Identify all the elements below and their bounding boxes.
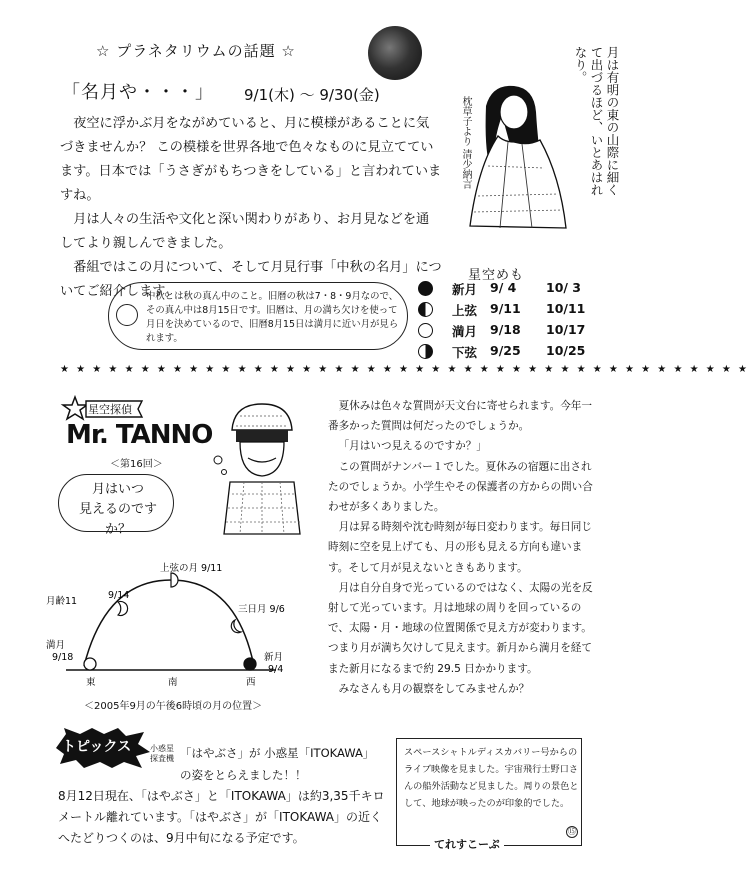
full-moon-label: 満月	[46, 640, 66, 651]
phase-row	[418, 301, 598, 321]
direction-west: 西	[246, 677, 256, 688]
episode-number: ＜第16回＞	[110, 459, 163, 470]
intro-paragraph: 夜空に浮かぶ月をながめていると、月に模様があることに気づきませんか？ この模様を世界各地で色々なものに見立てています。日本では「うさぎがもちつきをしている」と言われていますね。	[60, 116, 442, 203]
topics-headline: 「はやぶさ」が 小惑星「ITOKAWA」の姿をとらえました！！	[180, 746, 375, 782]
question-text	[70, 480, 166, 540]
phase-row	[418, 322, 598, 342]
section-subtitle: 「名月や・・・」	[62, 82, 214, 103]
quote-credit: 枕草子より 清少納言	[460, 96, 471, 190]
phase-date-sept: 9/ 4	[490, 280, 517, 295]
phase-row	[418, 280, 598, 300]
phase-label: 下弦	[452, 345, 478, 360]
makura-no-soshi-quote: 月は有明の東の山際に細くて出づるほど、いとあはれなり。	[573, 46, 620, 196]
age11-date: 9/14	[108, 590, 130, 601]
first-quarter-icon	[418, 302, 433, 317]
intro-paragraph: 番組ではこの月について、そして月見行事「中秋の名月」についてご紹介します。	[60, 260, 442, 299]
phase-date-oct: 10/25	[546, 343, 586, 358]
moon-photo-icon	[368, 26, 422, 80]
page-number: ⑮	[568, 827, 576, 836]
moon-position-diagram	[46, 560, 316, 690]
intro-text	[60, 112, 442, 304]
full-moon-marker	[84, 658, 96, 670]
phase-label: 上弦	[452, 303, 478, 318]
phase-label: 新月	[452, 282, 478, 297]
question-line: 月はいつ	[91, 482, 144, 497]
new-moon-label: 新月	[264, 652, 284, 663]
column-signature: てれすこーぷ	[430, 836, 504, 852]
crescent-label: 三日月 9/6	[238, 604, 285, 615]
phase-date-oct: 10/ 3	[546, 280, 582, 295]
new-moon-marker	[244, 658, 256, 670]
topics-body: 8月12日現在、「はやぶさ」と「ITOKAWA」は約3,35千キロメートル離れています。「はやぶさ」が「ITOKAWA」の近くへたどりつくのは、9月中旬になる予定です。	[58, 789, 385, 845]
intro-paragraph: 月は人々の生活や文化と深い関わりがあり、お月見などを通してより親しんできました。	[60, 212, 430, 251]
article-paragraph: 月は昇る時刻や沈む時刻が毎日変わります。毎日同じ時刻に空を見上げても、月の形も見える方向も違います。そして月が見えないときもあります。	[328, 521, 592, 574]
direction-east: 東	[86, 677, 96, 688]
phase-date-sept: 9/18	[490, 322, 521, 337]
phase-label: 満月	[452, 324, 478, 339]
first-quarter-marker	[171, 573, 178, 587]
full-moon-icon	[116, 304, 138, 326]
last-quarter-icon	[418, 344, 433, 359]
detective-illustration	[210, 396, 310, 536]
first-quarter-label: 上弦の月 9/11	[160, 563, 223, 574]
full-moon-icon	[418, 323, 433, 338]
diagram-caption: ＜2005年9月の午後6時頃の月の位置＞	[84, 701, 263, 712]
phase-row	[418, 343, 598, 363]
article-paragraph: この質問がナンバー１でした。夏休みの宿題に出されたのでしょうか。小学生やその保護者の方からの問い合わせが多くありました。	[328, 460, 593, 514]
moon-memo-title: 星空めも	[468, 268, 525, 283]
star-divider: ★ ★ ★ ★ ★ ★ ★ ★ ★ ★ ★ ★ ★ ★ ★ ★ ★ ★ ★ ★ ★ ★ ★ ★ ★ ★ ★ ★ ★ ★ ★ ★ ★ ★ ★ ★ ★ ★ ★ ★ ★ ★ ★	[60, 364, 749, 375]
badge-label: 星空探偵	[88, 403, 132, 416]
new-moon-icon	[418, 281, 433, 296]
article-paragraph: 「月はいつ見えるのですか？」	[338, 440, 487, 453]
telescope-column-text: スペースシャトルディスカバリー号からのライブ映像を見ました。宇宙飛行士野口さんの船外活動など見ました。周りの景色として、地球が映ったのが印象的でした。	[404, 747, 579, 809]
full-moon-date: 9/18	[52, 652, 74, 663]
age11-moon-marker	[118, 602, 128, 616]
topics-sub-label: 小惑星探査機	[150, 744, 174, 763]
article-paragraph: みなさんも月の観察をしてみませんか？	[338, 682, 530, 695]
direction-south: 南	[168, 677, 178, 688]
question-line: 見えるのですか？	[78, 502, 157, 537]
new-moon-date: 9/4	[268, 664, 284, 675]
phase-date-sept: 9/11	[490, 301, 521, 316]
program-dates: 9/1(木) ～ 9/30(金)	[244, 86, 380, 104]
age11-label: 月齢11	[46, 596, 78, 607]
article-paragraph: 夏休みは色々な質問が天文台に寄せられます。今年一番多かった質問は何だったのでしょうか。	[328, 400, 592, 433]
phase-date-sept: 9/25	[490, 343, 521, 358]
topics-tag: トピックス	[62, 739, 132, 755]
chushu-info-text: 中秋とは秋の真ん中のこと。旧暦の秋は7・8・9月なので、その真ん中は8月15日です。旧暦は、月の満ち欠けを使って月日を決めているので、旧暦8月15日は満月に近い月が見られます。	[146, 291, 399, 344]
phase-date-oct: 10/17	[546, 322, 586, 337]
phase-date-oct: 10/11	[546, 301, 586, 316]
detective-name: Mr. TANNO	[66, 420, 213, 450]
article-text	[328, 396, 596, 699]
page-title: ☆ プラネタリウムの話題 ☆	[96, 42, 296, 60]
article-paragraph: 月は自分自身で光っているのではなく、太陽の光を反射して光っています。月は地球の周りを回っているので、太陽・月・地球の位置関係で見え方が変わります。つまり月が満ち欠けして見えます。新月から満月を経てまた新月になるまで約 29.5 日かかります。	[328, 581, 593, 675]
